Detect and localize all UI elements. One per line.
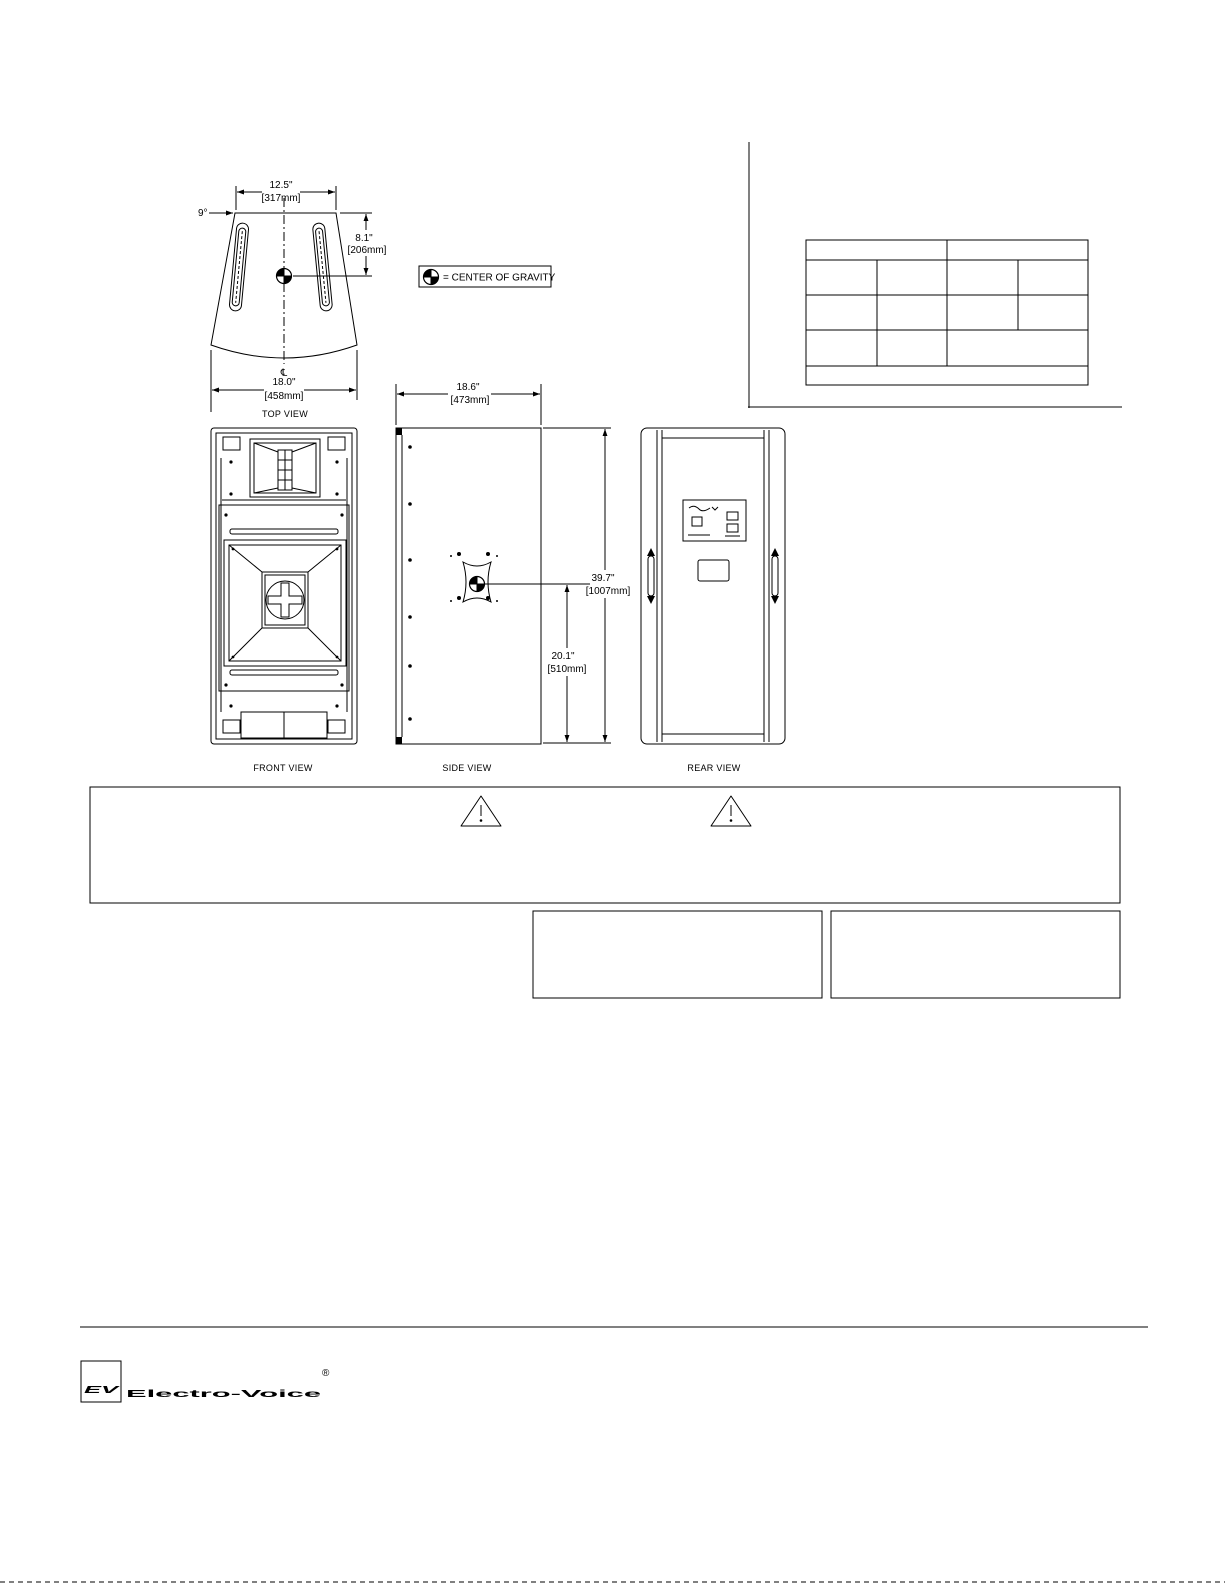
phase-plug: [268, 583, 302, 617]
spec-table: [806, 240, 1088, 385]
warning-triangle-icon: [711, 796, 751, 826]
registered-mark: ®: [322, 1368, 330, 1379]
electro-voice-logo: [81, 1361, 330, 1402]
front-outline: [211, 428, 357, 744]
cg-height-mm: [510mm]: [547, 664, 587, 675]
info-box-left: [533, 911, 822, 998]
screw: [340, 513, 343, 516]
side-screws: [408, 445, 412, 721]
side-view-label: SIDE VIEW: [442, 763, 492, 773]
left-side-handle: [647, 548, 655, 604]
top-corner-block: [396, 428, 402, 435]
recess-dot: [496, 555, 498, 557]
screw: [408, 445, 412, 449]
screw: [336, 656, 339, 659]
center-of-gravity-icon: [470, 577, 485, 592]
lower-bar: [230, 670, 338, 675]
top-view: [198, 180, 387, 419]
bottom-corner-block: [396, 737, 402, 744]
hf-horn: [250, 439, 320, 497]
screw: [408, 502, 412, 506]
screw: [229, 704, 232, 707]
recess-dot: [496, 600, 498, 602]
logo-wordmark: Electro-Voice: [126, 1389, 323, 1400]
warning-triangle-icon: [461, 796, 501, 826]
screw: [229, 460, 232, 463]
depth-mm: [473mm]: [450, 395, 490, 406]
lf-horn-walls: [229, 545, 341, 661]
input-connector: [727, 512, 738, 520]
height-mm: [1007mm]: [585, 586, 631, 597]
recess-bolt: [457, 552, 461, 556]
front-view: [211, 428, 357, 773]
lf-horn: [224, 540, 346, 666]
hf-throat-detail: [278, 450, 292, 490]
handle-grip: [648, 556, 654, 596]
input-connector: [727, 524, 738, 532]
cg-depth-mm: [206mm]: [347, 245, 387, 256]
screw: [232, 548, 235, 551]
input-connector: [692, 517, 702, 526]
woofer: [266, 581, 304, 619]
centerline-symbol: ℄: [280, 368, 288, 379]
cg-depth-inches: 8.1": [355, 233, 373, 244]
screw: [408, 717, 412, 721]
exclamation-dot: [480, 819, 483, 822]
front-inner-frame: [216, 433, 352, 739]
top-width-mm: [317mm]: [261, 193, 301, 204]
handle-grip: [772, 556, 778, 596]
grille-panel: [219, 505, 349, 691]
screw: [229, 492, 232, 495]
rear-view-label: REAR VIEW: [687, 763, 741, 773]
right-side-handle: [771, 548, 779, 604]
warning-box: [90, 787, 1120, 903]
rear-handle-cup: [698, 560, 729, 581]
exclamation-dot: [730, 819, 733, 822]
screw: [408, 664, 412, 668]
recess-bolt: [486, 552, 490, 556]
legend-text: = CENTER OF GRAVITY: [443, 272, 556, 284]
upper-bar: [230, 529, 338, 534]
center-of-gravity-icon: [277, 269, 292, 284]
warning-box-frame: [90, 787, 1120, 903]
center-of-gravity-icon: [424, 270, 439, 285]
corner-bracket: [328, 437, 345, 450]
corner-bracket: [328, 720, 345, 733]
side-outline: [396, 428, 541, 744]
input-panel: [683, 500, 746, 541]
recess-bolt: [457, 596, 461, 600]
screw: [408, 615, 412, 619]
side-angle: 9°: [198, 208, 208, 219]
screw: [340, 683, 343, 686]
height-inches: 39.7": [591, 573, 615, 584]
corner-bracket: [223, 720, 240, 733]
front-view-label: FRONT VIEW: [253, 763, 313, 773]
info-box-right: [831, 911, 1120, 998]
recess-bolt: [486, 596, 490, 600]
side-view: [396, 382, 630, 773]
input-panel-logo: [689, 506, 718, 511]
rear-view: [641, 428, 785, 773]
cg-height-inches: 20.1": [551, 651, 575, 662]
corner-bracket: [223, 437, 240, 450]
bottom-width-inches: 18.0": [272, 377, 296, 388]
left-handle-slot: [229, 223, 249, 312]
slot-grip: [319, 231, 326, 303]
right-handle-slot: [312, 223, 332, 312]
top-width-inches: 12.5": [269, 180, 293, 191]
lf-horn-throat: [262, 572, 308, 628]
screw: [224, 683, 227, 686]
depth-inches: 18.6": [456, 382, 480, 393]
screw: [335, 460, 338, 463]
screw: [232, 656, 235, 659]
recess-dot: [450, 600, 452, 602]
screw: [224, 513, 227, 516]
top-view-label: TOP VIEW: [261, 409, 309, 419]
slot-grip: [236, 231, 243, 303]
screw: [408, 558, 412, 562]
screw: [335, 492, 338, 495]
cg-legend: [419, 266, 556, 287]
bottom-width-mm: [458mm]: [264, 391, 304, 402]
screw: [335, 704, 338, 707]
logo-mark-ev: EV: [84, 1385, 122, 1396]
screw: [336, 548, 339, 551]
recess-dot: [450, 555, 452, 557]
spec-panel: [748, 142, 1122, 408]
rear-outline: [641, 428, 785, 744]
